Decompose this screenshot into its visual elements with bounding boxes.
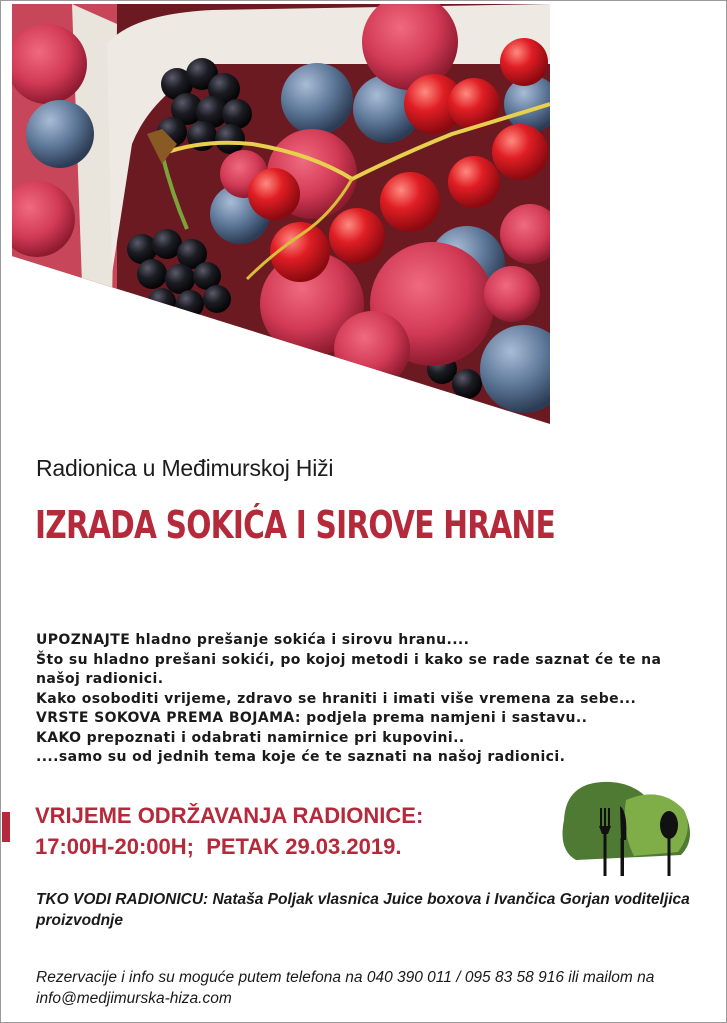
schedule xyxy=(35,800,423,862)
description-line: KAKO prepoznati i odabrati namirnice pri kupovini.. xyxy=(36,729,465,746)
restaurant-logo xyxy=(556,770,696,885)
schedule-heading: VRIJEME ODRŽAVANJA RADIONICE: xyxy=(35,803,424,828)
description-line: Kako osoboditi vrijeme, zdravo se hraniti i imati više vremena za sebe... xyxy=(36,690,637,707)
description xyxy=(36,631,706,768)
workshop-leader: TKO VODI RADIONICU: Nataša Poljak vlasnica Juice boxova i Ivančica Gorjan voditeljica proizvodnje xyxy=(36,891,690,929)
accent-marker xyxy=(2,812,10,842)
contact-info: Rezervacije i info su moguće putem telefona na 040 390 011 / 095 83 58 916 ili mailom na info@medjimurska-hiza.com xyxy=(36,969,655,1007)
subtitle: Radionica u Međimurskoj Hiži xyxy=(36,455,334,481)
page-title: IZRADA SOKIĆA I SIROVE HRANE xyxy=(35,503,555,547)
description-line: Što su hladno prešani sokići, po kojoj metodi i kako se rade saznat će te na našoj radionici. xyxy=(36,651,662,687)
description-line: VRSTE SOKOVA PREMA BOJAMA: podjela prema namjeni i sastavu.. xyxy=(36,710,588,726)
description-line: UPOZNAJTE hladno prešanje sokića i sirovu hranu.... xyxy=(36,632,470,648)
schedule-time: 17:00H-20:00H; PETAK 29.03.2019. xyxy=(35,834,402,859)
description-line: ....samo su od jednih tema koje će te saznati na našoj radionici. xyxy=(36,749,566,765)
